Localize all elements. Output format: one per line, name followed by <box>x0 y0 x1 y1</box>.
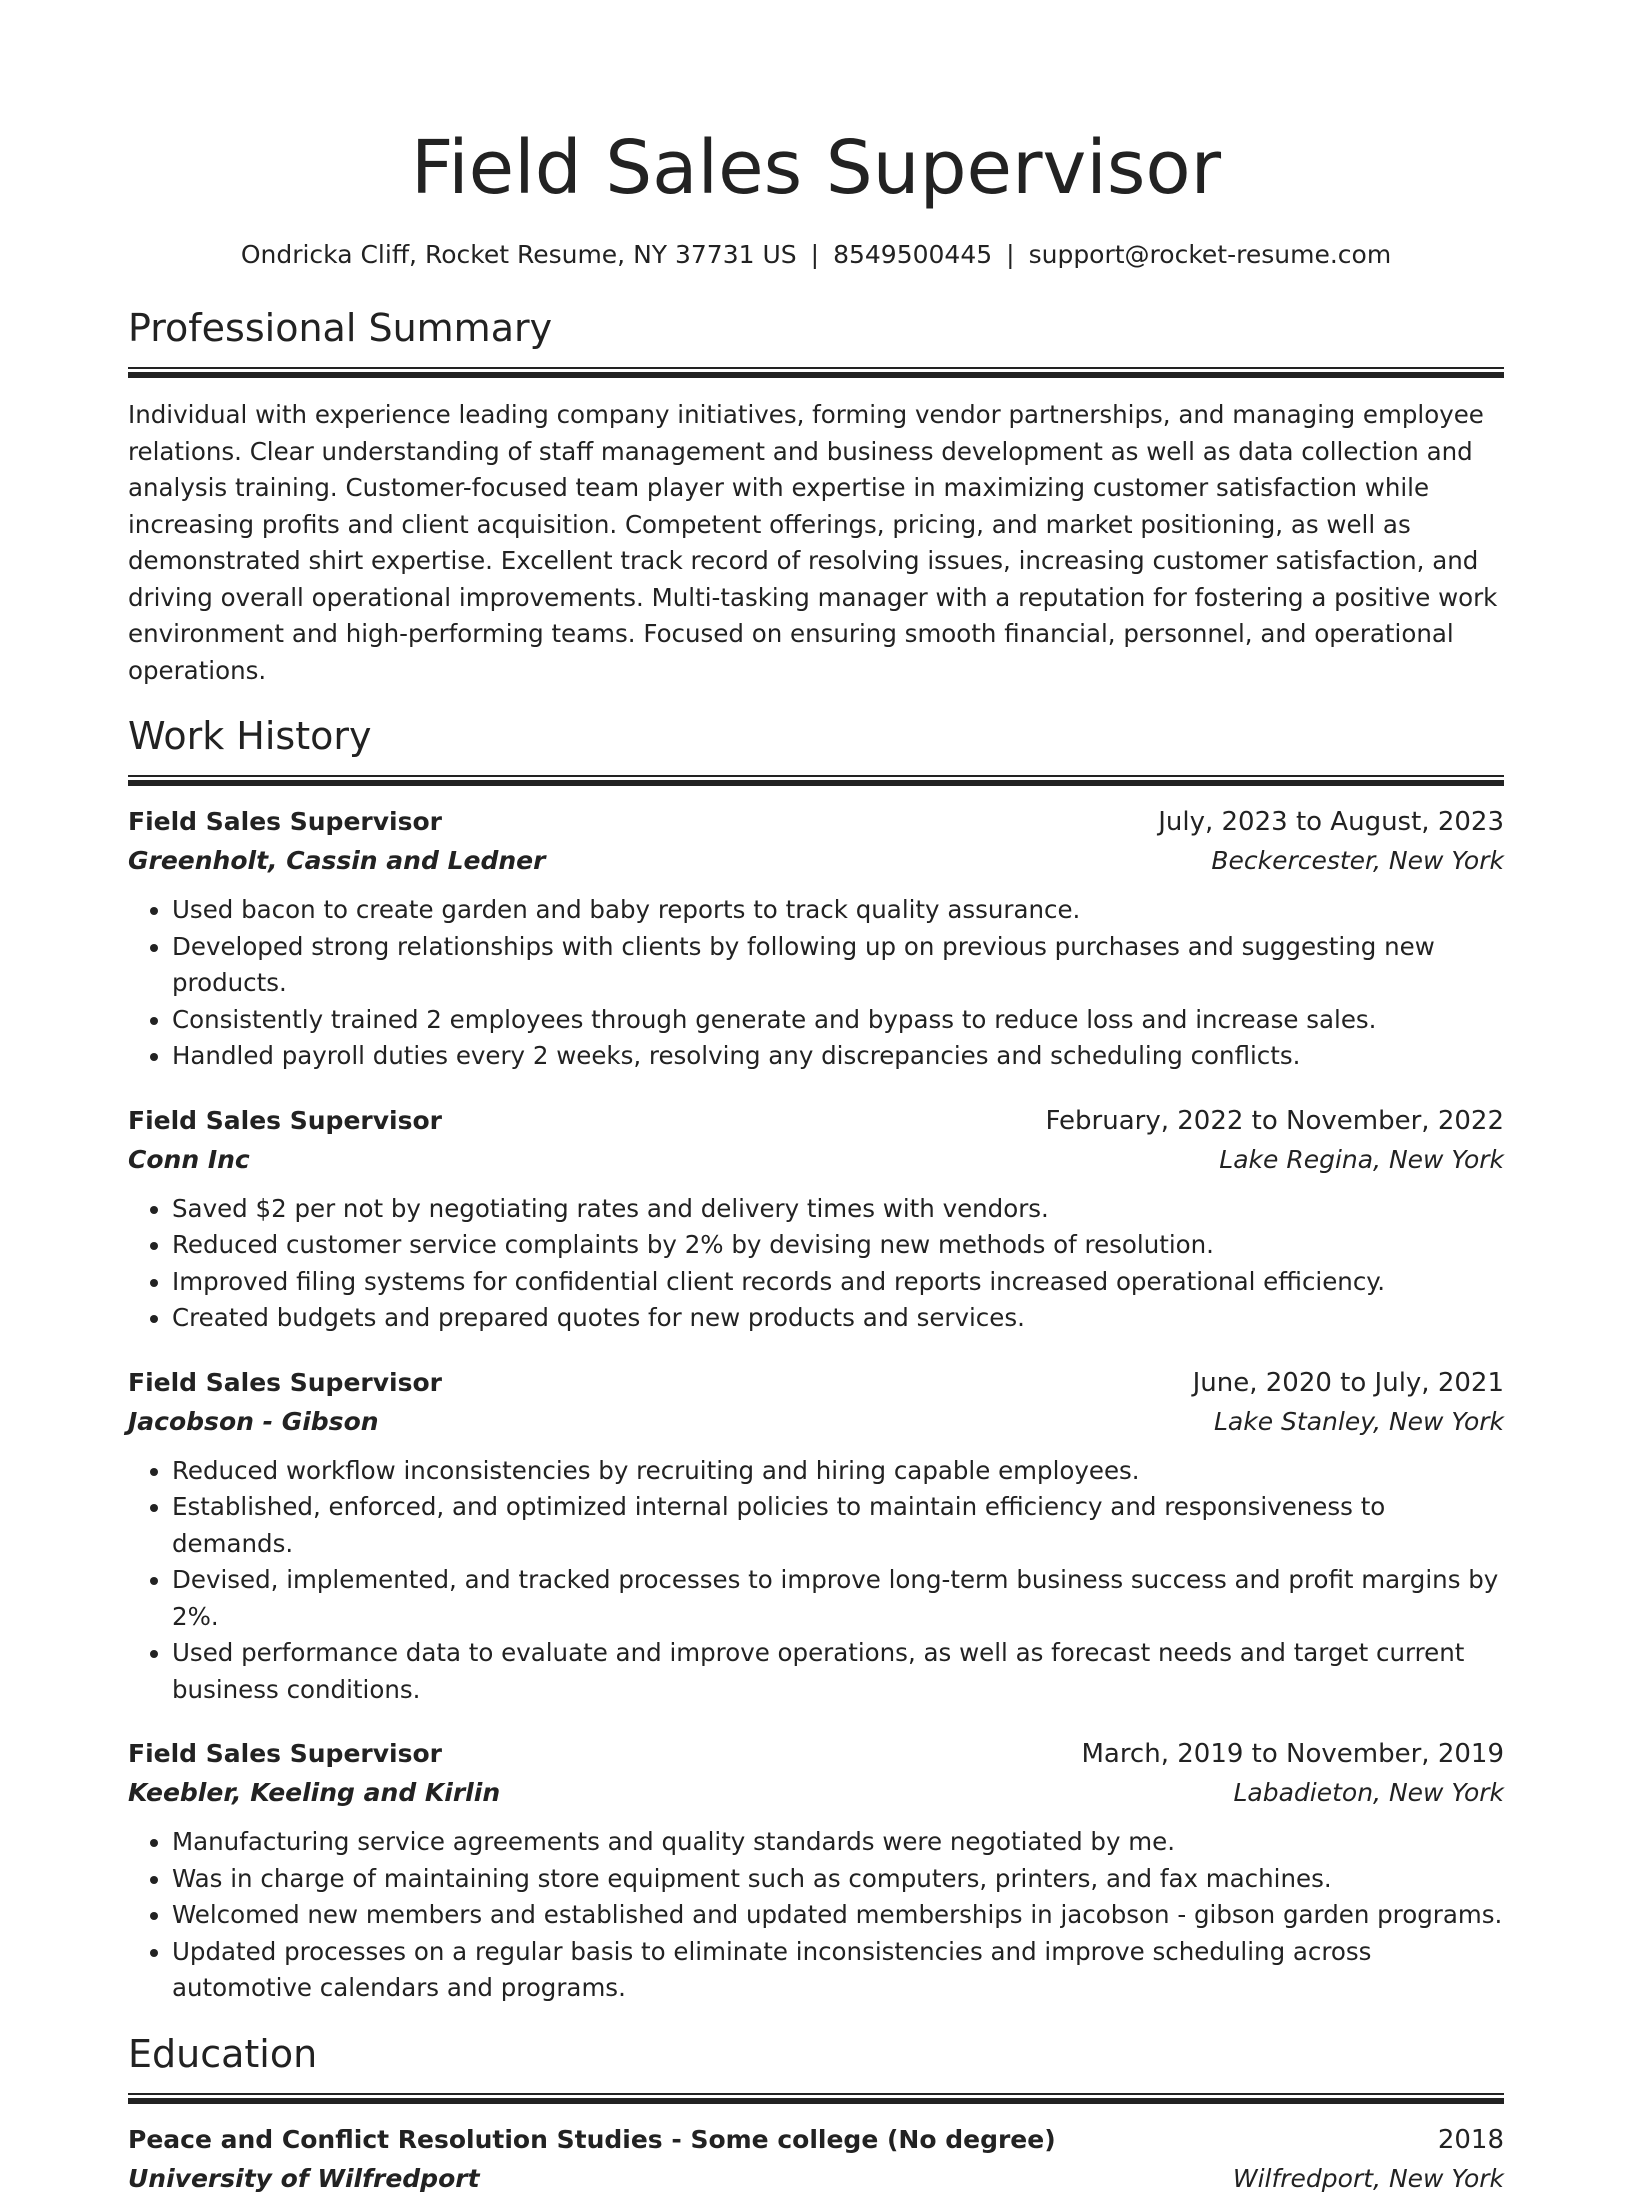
job-company-row <box>128 1403 1504 1441</box>
job-dates: March, 2019 to November, 2019 <box>1081 1739 1504 1769</box>
job-company-row <box>128 1141 1504 1179</box>
job-title: Field Sales Supervisor <box>128 1367 442 1397</box>
job-bullets <box>128 1824 1504 2007</box>
list-item: • Used performance data to evaluate and improve operations, as well as forecast needs and target current business conditions. <box>172 1635 1504 1708</box>
education-school: University of Wilfredport <box>128 2163 480 2193</box>
job-company-row <box>128 1774 1504 1812</box>
job-header-row <box>128 1363 1504 1403</box>
list-item: • Used bacon to create garden and baby reports to track quality assurance. <box>172 892 1504 929</box>
section-divider <box>128 367 1504 378</box>
section-heading: Professional Summary <box>128 306 553 350</box>
list-item: • Improved filing systems for confidential client records and reports increased operational efficiency. <box>172 1264 1504 1301</box>
contact-email: support@rocket-resume.com <box>1028 240 1392 269</box>
education-location: Wilfredport, New York <box>1232 2163 1504 2193</box>
education-year: 2018 <box>1437 2124 1504 2155</box>
job-location: Lake Stanley, New York <box>1213 1406 1504 1436</box>
job-dates: June, 2020 to July, 2021 <box>1192 1367 1504 1398</box>
job-bullets <box>128 1453 1504 1709</box>
contact-separator: | <box>810 240 820 269</box>
list-item: • Updated processes on a regular basis to eliminate inconsistencies and improve scheduling across automotive calendars and programs. <box>172 1934 1504 2007</box>
list-item: • Handled payroll duties every 2 weeks, resolving any discrepancies and scheduling conflicts. <box>172 1038 1504 1075</box>
list-item: • Created budgets and prepared quotes for new products and services. <box>172 1300 1504 1337</box>
list-item: • Reduced customer service complaints by 2% by devising new methods of resolution. <box>172 1227 1504 1264</box>
job-title: Field Sales Supervisor <box>128 807 442 836</box>
contact-phone: 8549500445 <box>833 240 993 269</box>
list-item: • Established, enforced, and optimized internal policies to maintain efficiency and responsiveness to demands. <box>172 1489 1504 1562</box>
list-item: • Was in charge of maintaining store equipment such as computers, printers, and fax machines. <box>172 1861 1504 1898</box>
summary-section <box>128 303 1504 689</box>
work-history-section <box>128 711 1504 2007</box>
job-location: Lake Regina, New York <box>1219 1144 1504 1174</box>
job-header-row <box>128 1101 1504 1141</box>
section-heading: Work History <box>128 714 372 758</box>
education-degree: Peace and Conflict Resolution Studies - Some college (No degree) <box>128 2124 1056 2154</box>
list-item: • Welcomed new members and established and updated memberships in jacobson - gibson garden programs. <box>172 1897 1504 1934</box>
list-item: • Developed strong relationships with clients by following up on previous purchases and suggesting new products. <box>172 929 1504 1002</box>
job-entry <box>128 1734 1504 2007</box>
job-title: Field Sales Supervisor <box>128 1739 442 1768</box>
job-location: Labadieton, New York <box>1233 1778 1504 1807</box>
education-section <box>128 2029 1504 2198</box>
job-header-row <box>128 1734 1504 1774</box>
contact-line <box>128 238 1504 272</box>
education-header-row <box>128 2120 1504 2160</box>
contact-address: Ondricka Cliff, Rocket Resume, NY 37731 US <box>240 240 797 269</box>
job-entry <box>128 802 1504 1075</box>
job-company: Conn Inc <box>128 1144 250 1174</box>
education-school-row <box>128 2160 1504 2198</box>
contact-separator: | <box>1006 240 1015 269</box>
job-company: Keebler, Keeling and Kirlin <box>128 1778 501 1807</box>
job-entry <box>128 1101 1504 1337</box>
job-entry <box>128 1363 1504 1709</box>
job-dates: July, 2023 to August, 2023 <box>1158 807 1504 837</box>
resume-title: Field Sales Supervisor <box>410 125 1222 211</box>
list-item: • Saved $2 per not by negotiating rates and delivery times with vendors. <box>172 1191 1504 1228</box>
summary-text: Individual with experience leading company initiatives, forming vendor partnerships, and managing employee relations. Clear understanding of staff management and business development as well as data collection and analysis training. Customer-focused team player with expertise in maximizing customer satisfaction while increasing profits and client acquisition. Competent offerings, pricing, and market positioning, as well as demonstrated shirt expertise. Excellent track record of resolving issues, increasing customer satisfaction, and driving overall operational improvements. Multi-tasking manager with a reputation for fostering a positive work environment and high-performing teams. Focused on ensuring smooth financial, personnel, and operational operations. <box>128 400 1498 685</box>
section-divider <box>128 775 1504 786</box>
job-title: Field Sales Supervisor <box>128 1105 442 1135</box>
job-bullets <box>128 1191 1504 1337</box>
education-entry <box>128 2120 1504 2198</box>
job-company: Greenholt, Cassin and Ledner <box>128 846 546 875</box>
list-item: • Consistently trained 2 employees through generate and bypass to reduce loss and increase sales. <box>172 1002 1504 1039</box>
job-company: Jacobson - Gibson <box>128 1406 379 1436</box>
job-bullets <box>128 892 1504 1075</box>
job-company-row <box>128 842 1504 880</box>
section-divider <box>128 2093 1504 2104</box>
job-location: Beckercester, New York <box>1211 846 1504 875</box>
job-header-row <box>128 802 1504 842</box>
list-item: • Devised, implemented, and tracked processes to improve long-term business success and profit margins by 2%. <box>172 1562 1504 1635</box>
list-item: • Manufacturing service agreements and quality standards were negotiated by me. <box>172 1824 1504 1861</box>
section-heading: Education <box>128 2031 318 2076</box>
list-item: • Reduced workflow inconsistencies by recruiting and hiring capable employees. <box>172 1453 1504 1490</box>
job-dates: February, 2022 to November, 2022 <box>1045 1105 1504 1136</box>
